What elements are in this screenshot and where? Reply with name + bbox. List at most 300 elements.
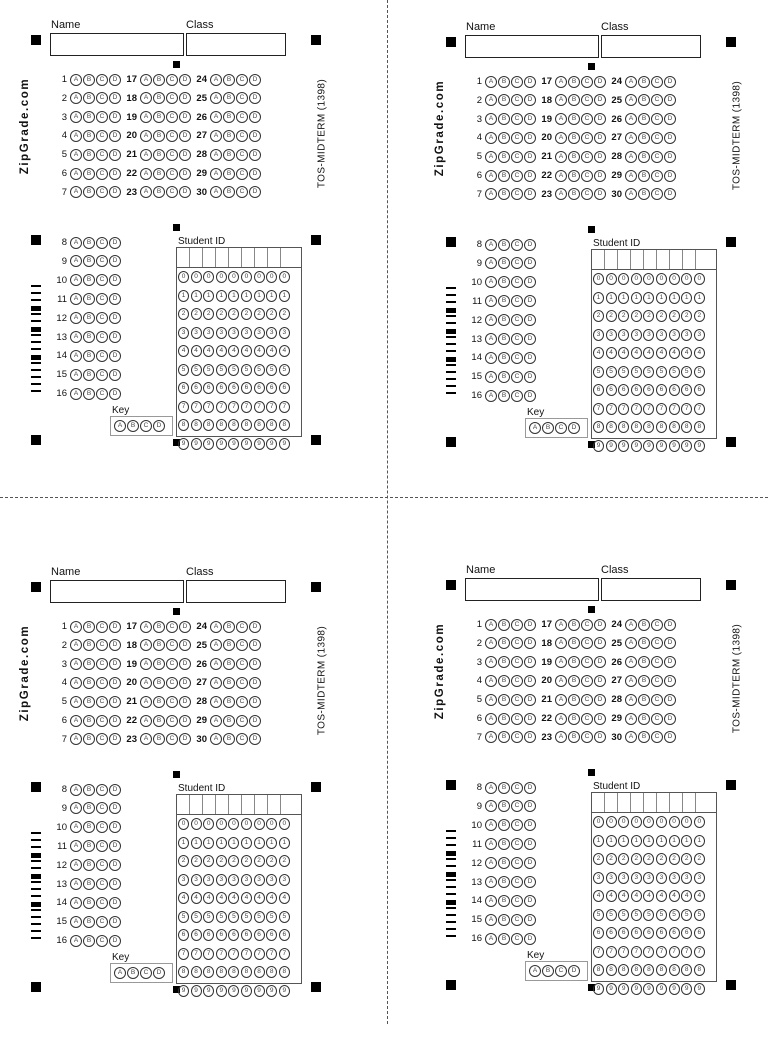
answer-bubble-c[interactable]: C: [96, 621, 108, 633]
student-id-bubble[interactable]: 4: [279, 345, 290, 357]
student-id-bubble[interactable]: 9: [241, 985, 252, 997]
student-id-entry-cell[interactable]: [281, 795, 294, 814]
student-id-bubble[interactable]: 1: [191, 837, 202, 849]
student-id-bubble[interactable]: 3: [669, 872, 680, 884]
answer-bubble-b[interactable]: B: [83, 916, 95, 928]
answer-bubble-d[interactable]: D: [664, 151, 676, 163]
student-id-bubble[interactable]: 2: [241, 855, 252, 867]
answer-bubble-b[interactable]: B: [498, 656, 510, 668]
student-id-bubble[interactable]: 6: [618, 384, 629, 396]
answer-bubble-c[interactable]: C: [511, 257, 523, 269]
student-id-bubble[interactable]: 8: [266, 419, 277, 431]
answer-bubble-c[interactable]: C: [236, 677, 248, 689]
answer-bubble-b[interactable]: B: [498, 151, 510, 163]
student-id-bubble[interactable]: 6: [656, 384, 667, 396]
student-id-entry-cell[interactable]: [631, 250, 644, 269]
student-id-bubble[interactable]: 5: [669, 909, 680, 921]
answer-bubble-c[interactable]: C: [651, 637, 663, 649]
answer-bubble-b[interactable]: B: [498, 113, 510, 125]
answer-bubble-b[interactable]: B: [83, 331, 95, 343]
student-id-bubble[interactable]: 6: [631, 384, 642, 396]
answer-bubble-a[interactable]: A: [625, 637, 637, 649]
answer-bubble-b[interactable]: B: [223, 696, 235, 708]
student-id-bubble[interactable]: 2: [618, 853, 629, 865]
answer-bubble-c[interactable]: C: [511, 170, 523, 182]
student-id-bubble[interactable]: 9: [631, 983, 642, 995]
student-id-bubble[interactable]: 8: [228, 419, 239, 431]
answer-bubble-b[interactable]: B: [498, 731, 510, 743]
answer-bubble-d[interactable]: D: [109, 658, 121, 670]
student-id-bubble[interactable]: 2: [266, 308, 277, 320]
answer-bubble-d[interactable]: D: [524, 933, 536, 945]
answer-bubble-d[interactable]: D: [109, 878, 121, 890]
answer-bubble-c[interactable]: C: [96, 784, 108, 796]
answer-bubble-d[interactable]: D: [524, 619, 536, 631]
student-id-bubble[interactable]: 3: [681, 329, 692, 341]
student-id-bubble[interactable]: 6: [694, 927, 705, 939]
answer-bubble-d[interactable]: D: [664, 170, 676, 182]
student-id-bubble[interactable]: 7: [279, 948, 290, 960]
answer-bubble-c[interactable]: C: [511, 857, 523, 869]
answer-bubble-a[interactable]: A: [625, 619, 637, 631]
key-bubble-a[interactable]: A: [529, 422, 541, 434]
key-bubble-c[interactable]: C: [555, 965, 567, 977]
answer-bubble-a[interactable]: A: [70, 859, 82, 871]
student-id-bubble[interactable]: 6: [279, 382, 290, 394]
answer-bubble-d[interactable]: D: [249, 639, 261, 651]
student-id-bubble[interactable]: 0: [694, 273, 705, 285]
answer-bubble-b[interactable]: B: [498, 188, 510, 200]
answer-bubble-b[interactable]: B: [568, 132, 580, 144]
answer-bubble-a[interactable]: A: [555, 76, 567, 88]
answer-bubble-a[interactable]: A: [140, 186, 152, 198]
answer-bubble-b[interactable]: B: [498, 895, 510, 907]
student-id-bubble[interactable]: 5: [643, 909, 654, 921]
student-id-bubble[interactable]: 0: [681, 816, 692, 828]
answer-bubble-c[interactable]: C: [511, 656, 523, 668]
student-id-bubble[interactable]: 0: [228, 271, 239, 283]
answer-bubble-c[interactable]: C: [511, 276, 523, 288]
answer-bubble-c[interactable]: C: [96, 916, 108, 928]
student-id-bubble[interactable]: 2: [254, 308, 265, 320]
answer-bubble-b[interactable]: B: [83, 696, 95, 708]
answer-bubble-d[interactable]: D: [109, 388, 121, 400]
answer-bubble-a[interactable]: A: [485, 876, 497, 888]
student-id-bubble[interactable]: 5: [228, 911, 239, 923]
student-id-bubble[interactable]: 1: [681, 835, 692, 847]
student-id-bubble[interactable]: 5: [694, 909, 705, 921]
answer-bubble-a[interactable]: A: [70, 130, 82, 142]
student-id-bubble[interactable]: 3: [631, 329, 642, 341]
answer-bubble-d[interactable]: D: [249, 186, 261, 198]
student-id-bubble[interactable]: 9: [618, 440, 629, 452]
student-id-bubble[interactable]: 0: [669, 816, 680, 828]
answer-bubble-c[interactable]: C: [511, 295, 523, 307]
student-id-bubble[interactable]: 8: [266, 966, 277, 978]
student-id-bubble[interactable]: 3: [266, 327, 277, 339]
answer-bubble-a[interactable]: A: [485, 132, 497, 144]
answer-bubble-c[interactable]: C: [651, 132, 663, 144]
student-id-bubble[interactable]: 4: [681, 890, 692, 902]
answer-bubble-c[interactable]: C: [581, 94, 593, 106]
answer-bubble-d[interactable]: D: [179, 658, 191, 670]
answer-bubble-d[interactable]: D: [179, 715, 191, 727]
answer-bubble-b[interactable]: B: [498, 352, 510, 364]
answer-bubble-d[interactable]: D: [109, 821, 121, 833]
answer-bubble-b[interactable]: B: [153, 130, 165, 142]
student-id-bubble[interactable]: 8: [178, 419, 189, 431]
student-id-bubble[interactable]: 7: [203, 401, 214, 413]
student-id-bubble[interactable]: 8: [216, 419, 227, 431]
answer-bubble-b[interactable]: B: [153, 733, 165, 745]
answer-bubble-b[interactable]: B: [498, 295, 510, 307]
answer-bubble-d[interactable]: D: [664, 656, 676, 668]
student-id-bubble[interactable]: 3: [228, 327, 239, 339]
answer-bubble-b[interactable]: B: [638, 619, 650, 631]
answer-bubble-a[interactable]: A: [485, 239, 497, 251]
student-id-bubble[interactable]: 1: [279, 837, 290, 849]
answer-bubble-d[interactable]: D: [249, 74, 261, 86]
answer-bubble-b[interactable]: B: [568, 188, 580, 200]
student-id-bubble[interactable]: 7: [241, 401, 252, 413]
student-id-bubble[interactable]: 6: [266, 382, 277, 394]
answer-bubble-b[interactable]: B: [83, 369, 95, 381]
answer-bubble-d[interactable]: D: [109, 696, 121, 708]
answer-bubble-d[interactable]: D: [524, 731, 536, 743]
answer-bubble-d[interactable]: D: [594, 694, 606, 706]
answer-bubble-d[interactable]: D: [524, 188, 536, 200]
answer-bubble-d[interactable]: D: [109, 130, 121, 142]
answer-bubble-a[interactable]: A: [70, 821, 82, 833]
student-id-bubble[interactable]: 0: [191, 818, 202, 830]
answer-bubble-d[interactable]: D: [594, 713, 606, 725]
answer-bubble-b[interactable]: B: [498, 257, 510, 269]
answer-bubble-a[interactable]: A: [70, 149, 82, 161]
answer-bubble-a[interactable]: A: [210, 130, 222, 142]
answer-bubble-a[interactable]: A: [485, 333, 497, 345]
answer-bubble-c[interactable]: C: [166, 149, 178, 161]
answer-bubble-a[interactable]: A: [70, 369, 82, 381]
answer-bubble-d[interactable]: D: [179, 168, 191, 180]
key-bubble-b[interactable]: B: [542, 422, 554, 434]
student-id-bubble[interactable]: 2: [178, 855, 189, 867]
student-id-bubble[interactable]: 9: [203, 985, 214, 997]
student-id-bubble[interactable]: 8: [593, 421, 604, 433]
answer-bubble-d[interactable]: D: [179, 186, 191, 198]
answer-bubble-a[interactable]: A: [140, 74, 152, 86]
answer-bubble-b[interactable]: B: [498, 170, 510, 182]
answer-bubble-d[interactable]: D: [109, 312, 121, 324]
answer-bubble-d[interactable]: D: [664, 76, 676, 88]
answer-bubble-a[interactable]: A: [625, 94, 637, 106]
answer-bubble-b[interactable]: B: [153, 639, 165, 651]
answer-bubble-b[interactable]: B: [568, 170, 580, 182]
answer-bubble-c[interactable]: C: [96, 74, 108, 86]
answer-bubble-d[interactable]: D: [524, 151, 536, 163]
student-id-bubble[interactable]: 7: [254, 948, 265, 960]
answer-bubble-a[interactable]: A: [70, 111, 82, 123]
answer-bubble-b[interactable]: B: [498, 333, 510, 345]
answer-bubble-d[interactable]: D: [109, 621, 121, 633]
student-id-bubble[interactable]: 5: [593, 909, 604, 921]
student-id-bubble[interactable]: 8: [669, 421, 680, 433]
student-id-bubble[interactable]: 2: [656, 310, 667, 322]
student-id-bubble[interactable]: 3: [178, 874, 189, 886]
answer-bubble-c[interactable]: C: [581, 675, 593, 687]
answer-bubble-a[interactable]: A: [625, 151, 637, 163]
answer-bubble-a[interactable]: A: [485, 619, 497, 631]
answer-bubble-c[interactable]: C: [236, 696, 248, 708]
answer-bubble-a[interactable]: A: [70, 312, 82, 324]
student-id-bubble[interactable]: 6: [606, 927, 617, 939]
student-id-bubble[interactable]: 7: [669, 946, 680, 958]
answer-bubble-b[interactable]: B: [223, 677, 235, 689]
student-id-bubble[interactable]: 6: [191, 382, 202, 394]
student-id-bubble[interactable]: 3: [279, 874, 290, 886]
student-id-bubble[interactable]: 4: [593, 890, 604, 902]
answer-bubble-d[interactable]: D: [664, 731, 676, 743]
answer-bubble-a[interactable]: A: [485, 857, 497, 869]
student-id-bubble[interactable]: 9: [593, 440, 604, 452]
student-id-bubble[interactable]: 3: [593, 329, 604, 341]
answer-bubble-c[interactable]: C: [166, 696, 178, 708]
student-id-entry-cell[interactable]: [605, 250, 618, 269]
answer-bubble-a[interactable]: A: [485, 800, 497, 812]
answer-bubble-b[interactable]: B: [498, 933, 510, 945]
answer-bubble-a[interactable]: A: [140, 696, 152, 708]
student-id-bubble[interactable]: 5: [279, 364, 290, 376]
student-id-bubble[interactable]: 4: [618, 347, 629, 359]
answer-bubble-d[interactable]: D: [249, 733, 261, 745]
student-id-bubble[interactable]: 9: [669, 983, 680, 995]
student-id-bubble[interactable]: 0: [216, 818, 227, 830]
answer-bubble-c[interactable]: C: [166, 74, 178, 86]
answer-bubble-a[interactable]: A: [70, 168, 82, 180]
answer-bubble-a[interactable]: A: [140, 677, 152, 689]
answer-bubble-a[interactable]: A: [625, 731, 637, 743]
answer-bubble-a[interactable]: A: [485, 694, 497, 706]
answer-bubble-b[interactable]: B: [568, 713, 580, 725]
student-id-bubble[interactable]: 0: [593, 816, 604, 828]
answer-bubble-d[interactable]: D: [524, 76, 536, 88]
answer-bubble-d[interactable]: D: [179, 696, 191, 708]
student-id-entry-cell[interactable]: [190, 248, 203, 267]
student-id-bubble[interactable]: 9: [606, 440, 617, 452]
answer-bubble-a[interactable]: A: [485, 276, 497, 288]
answer-bubble-b[interactable]: B: [498, 713, 510, 725]
student-id-bubble[interactable]: 2: [618, 310, 629, 322]
student-id-bubble[interactable]: 2: [228, 308, 239, 320]
student-id-bubble[interactable]: 7: [631, 946, 642, 958]
answer-bubble-c[interactable]: C: [581, 76, 593, 88]
student-id-bubble[interactable]: 6: [241, 382, 252, 394]
student-id-bubble[interactable]: 0: [656, 273, 667, 285]
student-id-bubble[interactable]: 0: [203, 818, 214, 830]
answer-bubble-a[interactable]: A: [70, 658, 82, 670]
student-id-entry-cell[interactable]: [696, 793, 709, 812]
answer-bubble-b[interactable]: B: [223, 111, 235, 123]
student-id-bubble[interactable]: 4: [643, 890, 654, 902]
student-id-bubble[interactable]: 3: [643, 872, 654, 884]
answer-bubble-a[interactable]: A: [140, 149, 152, 161]
student-id-bubble[interactable]: 2: [216, 308, 227, 320]
student-id-bubble[interactable]: 9: [643, 440, 654, 452]
student-id-entry-cell[interactable]: [255, 248, 268, 267]
answer-bubble-c[interactable]: C: [651, 188, 663, 200]
student-id-bubble[interactable]: 4: [266, 345, 277, 357]
answer-bubble-c[interactable]: C: [96, 733, 108, 745]
class-field[interactable]: [601, 35, 701, 58]
key-bubble-d[interactable]: D: [153, 967, 165, 979]
student-id-bubble[interactable]: 6: [203, 382, 214, 394]
student-id-bubble[interactable]: 5: [228, 364, 239, 376]
student-id-bubble[interactable]: 2: [279, 308, 290, 320]
answer-bubble-d[interactable]: D: [524, 895, 536, 907]
student-id-entry-cell[interactable]: [268, 248, 281, 267]
student-id-bubble[interactable]: 2: [606, 310, 617, 322]
student-id-bubble[interactable]: 3: [656, 329, 667, 341]
answer-bubble-d[interactable]: D: [594, 94, 606, 106]
answer-bubble-b[interactable]: B: [638, 656, 650, 668]
answer-bubble-d[interactable]: D: [524, 782, 536, 794]
answer-bubble-c[interactable]: C: [96, 168, 108, 180]
student-id-bubble[interactable]: 9: [593, 983, 604, 995]
student-id-bubble[interactable]: 0: [254, 818, 265, 830]
answer-bubble-c[interactable]: C: [236, 186, 248, 198]
answer-bubble-b[interactable]: B: [498, 800, 510, 812]
answer-bubble-a[interactable]: A: [625, 76, 637, 88]
answer-bubble-d[interactable]: D: [179, 111, 191, 123]
answer-bubble-d[interactable]: D: [594, 675, 606, 687]
student-id-bubble[interactable]: 5: [266, 911, 277, 923]
student-id-bubble[interactable]: 2: [669, 310, 680, 322]
key-bubble-c[interactable]: C: [555, 422, 567, 434]
answer-bubble-c[interactable]: C: [166, 715, 178, 727]
student-id-bubble[interactable]: 3: [191, 327, 202, 339]
student-id-bubble[interactable]: 3: [656, 872, 667, 884]
answer-bubble-c[interactable]: C: [651, 113, 663, 125]
answer-bubble-d[interactable]: D: [109, 255, 121, 267]
answer-bubble-d[interactable]: D: [109, 916, 121, 928]
student-id-bubble[interactable]: 8: [618, 964, 629, 976]
answer-bubble-c[interactable]: C: [511, 333, 523, 345]
answer-bubble-d[interactable]: D: [249, 149, 261, 161]
answer-bubble-b[interactable]: B: [83, 802, 95, 814]
student-id-bubble[interactable]: 2: [203, 855, 214, 867]
class-field[interactable]: [601, 578, 701, 601]
student-id-bubble[interactable]: 6: [216, 929, 227, 941]
answer-bubble-c[interactable]: C: [651, 713, 663, 725]
answer-bubble-d[interactable]: D: [594, 637, 606, 649]
answer-bubble-d[interactable]: D: [109, 237, 121, 249]
answer-bubble-d[interactable]: D: [109, 897, 121, 909]
answer-bubble-a[interactable]: A: [625, 188, 637, 200]
answer-bubble-c[interactable]: C: [511, 675, 523, 687]
answer-bubble-c[interactable]: C: [236, 74, 248, 86]
answer-bubble-b[interactable]: B: [223, 658, 235, 670]
student-id-entry-cell[interactable]: [216, 248, 229, 267]
student-id-bubble[interactable]: 1: [178, 837, 189, 849]
student-id-bubble[interactable]: 7: [643, 946, 654, 958]
student-id-bubble[interactable]: 1: [669, 292, 680, 304]
answer-bubble-d[interactable]: D: [179, 74, 191, 86]
answer-bubble-c[interactable]: C: [581, 637, 593, 649]
student-id-entry-cell[interactable]: [644, 793, 657, 812]
student-id-entry-cell[interactable]: [203, 248, 216, 267]
student-id-bubble[interactable]: 4: [669, 347, 680, 359]
answer-bubble-a[interactable]: A: [70, 784, 82, 796]
student-id-bubble[interactable]: 6: [656, 927, 667, 939]
answer-bubble-d[interactable]: D: [179, 621, 191, 633]
answer-bubble-c[interactable]: C: [96, 840, 108, 852]
answer-bubble-c[interactable]: C: [96, 130, 108, 142]
student-id-bubble[interactable]: 2: [681, 310, 692, 322]
student-id-bubble[interactable]: 7: [178, 401, 189, 413]
answer-bubble-c[interactable]: C: [96, 312, 108, 324]
answer-bubble-c[interactable]: C: [581, 619, 593, 631]
answer-bubble-d[interactable]: D: [109, 111, 121, 123]
student-id-bubble[interactable]: 2: [593, 853, 604, 865]
student-id-bubble[interactable]: 8: [191, 419, 202, 431]
answer-bubble-c[interactable]: C: [581, 656, 593, 668]
student-id-bubble[interactable]: 4: [203, 892, 214, 904]
student-id-bubble[interactable]: 0: [216, 271, 227, 283]
answer-bubble-a[interactable]: A: [485, 933, 497, 945]
student-id-bubble[interactable]: 0: [178, 271, 189, 283]
answer-bubble-b[interactable]: B: [638, 170, 650, 182]
answer-bubble-d[interactable]: D: [249, 696, 261, 708]
answer-bubble-a[interactable]: A: [210, 149, 222, 161]
answer-bubble-a[interactable]: A: [625, 713, 637, 725]
answer-bubble-d[interactable]: D: [109, 149, 121, 161]
answer-bubble-d[interactable]: D: [524, 819, 536, 831]
student-id-bubble[interactable]: 1: [216, 290, 227, 302]
student-id-bubble[interactable]: 8: [241, 419, 252, 431]
answer-bubble-c[interactable]: C: [651, 151, 663, 163]
answer-bubble-a[interactable]: A: [70, 897, 82, 909]
student-id-bubble[interactable]: 7: [216, 948, 227, 960]
answer-bubble-d[interactable]: D: [524, 914, 536, 926]
answer-bubble-c[interactable]: C: [96, 331, 108, 343]
student-id-bubble[interactable]: 5: [178, 911, 189, 923]
student-id-bubble[interactable]: 2: [631, 853, 642, 865]
answer-bubble-c[interactable]: C: [581, 113, 593, 125]
answer-bubble-d[interactable]: D: [594, 113, 606, 125]
student-id-bubble[interactable]: 6: [254, 382, 265, 394]
answer-bubble-d[interactable]: D: [109, 639, 121, 651]
answer-bubble-c[interactable]: C: [236, 111, 248, 123]
answer-bubble-b[interactable]: B: [83, 935, 95, 947]
student-id-bubble[interactable]: 1: [191, 290, 202, 302]
student-id-bubble[interactable]: 6: [593, 927, 604, 939]
key-bubble-a[interactable]: A: [529, 965, 541, 977]
answer-bubble-a[interactable]: A: [555, 94, 567, 106]
answer-bubble-b[interactable]: B: [568, 94, 580, 106]
answer-bubble-c[interactable]: C: [511, 800, 523, 812]
student-id-bubble[interactable]: 5: [694, 366, 705, 378]
answer-bubble-b[interactable]: B: [83, 733, 95, 745]
student-id-bubble[interactable]: 9: [241, 438, 252, 450]
answer-bubble-d[interactable]: D: [109, 784, 121, 796]
student-id-entry-cell[interactable]: [242, 248, 255, 267]
student-id-bubble[interactable]: 1: [656, 835, 667, 847]
class-field[interactable]: [186, 580, 286, 603]
student-id-bubble[interactable]: 5: [191, 364, 202, 376]
answer-bubble-d[interactable]: D: [524, 857, 536, 869]
student-id-bubble[interactable]: 2: [178, 308, 189, 320]
student-id-bubble[interactable]: 7: [593, 946, 604, 958]
answer-bubble-b[interactable]: B: [498, 619, 510, 631]
